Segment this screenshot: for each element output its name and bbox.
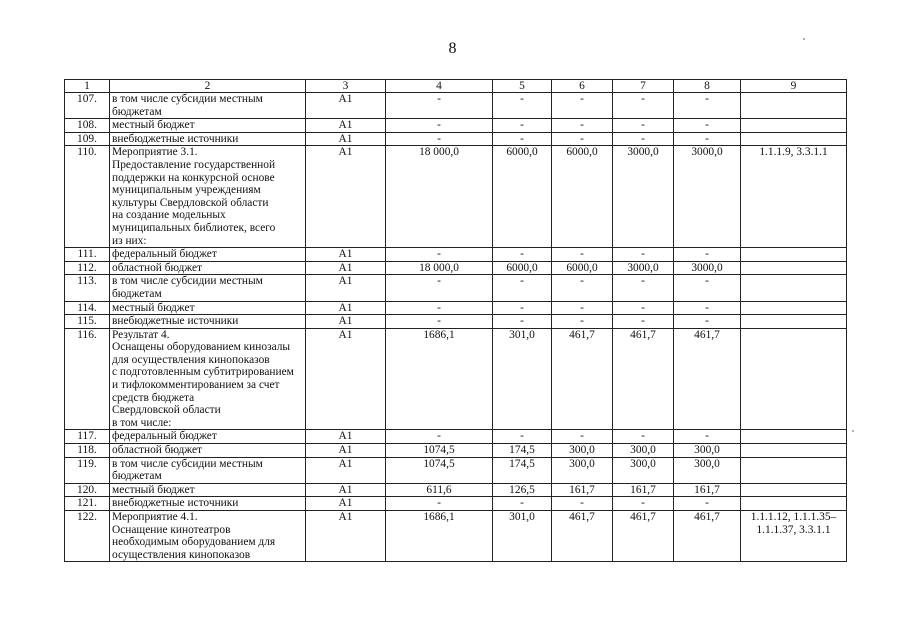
- row-name-line: внебюджетные источники: [112, 497, 239, 510]
- value-cell-v5: 6000,0: [493, 146, 552, 248]
- row-name-line: для осуществления кинопоказов: [112, 353, 270, 366]
- row-name-line: осуществления кинопоказов: [112, 548, 251, 561]
- table-row: [65, 497, 847, 511]
- value-cell-v7: -: [613, 315, 674, 329]
- value-cell-v5: 6000,0: [493, 261, 552, 275]
- value-cell-v5: -: [493, 248, 552, 262]
- value-cell-v6: -: [552, 275, 613, 301]
- row-name-line: Оснащены оборудованием кинозалы: [112, 341, 291, 354]
- value-cell-v4: 18 000,0: [386, 146, 493, 248]
- row-name: [110, 261, 306, 275]
- value-cell-v6: 461,7: [552, 328, 613, 430]
- value-cell-v8: 300,0: [674, 457, 741, 483]
- row-name-line: местный бюджет: [112, 483, 195, 496]
- row-number: 122.: [65, 511, 110, 562]
- header-cell: 7: [613, 80, 674, 93]
- row-name-line: необходимым оборудованием для: [112, 536, 276, 549]
- value-cell-v8: -: [674, 119, 741, 133]
- row-name-line: Результат 4.: [112, 328, 170, 341]
- value-cell-v6: 6000,0: [552, 146, 613, 248]
- value-cell-v7: 461,7: [613, 511, 674, 562]
- table-row: [65, 119, 847, 133]
- value-cell-v8: 3000,0: [674, 146, 741, 248]
- value-cell-v4: 1686,1: [386, 328, 493, 430]
- table-row: [65, 275, 847, 301]
- value-cell-v5: 174,5: [493, 444, 552, 458]
- row-target-line: 1.1.1.37, 3.3.1.1: [756, 523, 831, 536]
- row-name-line: Мероприятие 4.1.: [112, 511, 198, 523]
- row-target-indicators: [741, 119, 847, 133]
- value-cell-v6: -: [552, 248, 613, 262]
- value-cell-v6: 161,7: [552, 483, 613, 497]
- table-row: [65, 483, 847, 497]
- row-code: А1: [306, 301, 386, 315]
- row-name: [110, 497, 306, 511]
- value-cell-v4: -: [386, 430, 493, 444]
- value-cell-v7: -: [613, 301, 674, 315]
- row-code: А1: [306, 430, 386, 444]
- row-number: 116.: [65, 328, 110, 430]
- value-cell-v4: -: [386, 275, 493, 301]
- row-name: [110, 132, 306, 146]
- row-name: [110, 430, 306, 444]
- row-code: А1: [306, 132, 386, 146]
- row-target-indicators: [741, 430, 847, 444]
- value-cell-v6: 300,0: [552, 457, 613, 483]
- value-cell-v4: -: [386, 248, 493, 262]
- table-row: [65, 328, 847, 430]
- row-name-line: Предоставление государственной: [112, 158, 276, 171]
- row-name: [110, 248, 306, 262]
- row-target-indicators: [741, 301, 847, 315]
- row-name-line: областной бюджет: [112, 444, 202, 457]
- value-cell-v4: 611,6: [386, 483, 493, 497]
- value-cell-v6: -: [552, 301, 613, 315]
- table-row: [65, 315, 847, 329]
- row-name-line: муниципальным учреждениям: [112, 184, 261, 197]
- row-target-indicators: [741, 132, 847, 146]
- row-code: А1: [306, 248, 386, 262]
- row-name-line: в том числе субсидии местным: [112, 93, 263, 105]
- value-cell-v5: -: [493, 93, 552, 119]
- value-cell-v8: -: [674, 93, 741, 119]
- value-cell-v7: 461,7: [613, 328, 674, 430]
- scan-speck: [803, 38, 805, 40]
- row-target-indicators: [741, 511, 847, 562]
- table-row: [65, 132, 847, 146]
- value-cell-v7: -: [613, 430, 674, 444]
- row-number: 120.: [65, 483, 110, 497]
- table-row: [65, 146, 847, 248]
- row-code: А1: [306, 275, 386, 301]
- value-cell-v8: -: [674, 248, 741, 262]
- value-cell-v8: 461,7: [674, 511, 741, 562]
- row-code: А1: [306, 483, 386, 497]
- row-name-line: и тифлокомментированием за счет: [112, 379, 280, 392]
- value-cell-v5: -: [493, 275, 552, 301]
- row-name-line: Мероприятие 3.1.: [112, 146, 198, 159]
- row-name: [110, 301, 306, 315]
- header-cell: 2: [110, 80, 306, 93]
- row-target-line: 1.1.1.9, 3.3.1.1: [759, 146, 828, 159]
- row-name-line: в том числе:: [112, 416, 172, 429]
- value-cell-v6: 6000,0: [552, 261, 613, 275]
- value-cell-v4: 18 000,0: [386, 261, 493, 275]
- row-name: [110, 483, 306, 497]
- row-number: 113.: [65, 275, 110, 301]
- row-name: [110, 315, 306, 329]
- value-cell-v7: 300,0: [613, 457, 674, 483]
- value-cell-v5: -: [493, 301, 552, 315]
- row-name-line: Свердловской области: [112, 404, 221, 417]
- value-cell-v7: -: [613, 93, 674, 119]
- row-code: А1: [306, 315, 386, 329]
- value-cell-v8: 461,7: [674, 328, 741, 430]
- row-name: [110, 511, 306, 562]
- value-cell-v7: 300,0: [613, 444, 674, 458]
- row-name-line: из них:: [112, 234, 147, 247]
- value-cell-v7: -: [613, 132, 674, 146]
- row-number: 114.: [65, 301, 110, 315]
- value-cell-v5: -: [493, 315, 552, 329]
- row-target-indicators: [741, 261, 847, 275]
- row-name: [110, 93, 306, 119]
- row-name-line: в том числе субсидии местным: [112, 457, 263, 470]
- header-cell: 8: [674, 80, 741, 93]
- value-cell-v7: -: [613, 248, 674, 262]
- row-name: [110, 119, 306, 133]
- table-row: [65, 511, 847, 562]
- row-target-indicators: [741, 93, 847, 119]
- value-cell-v8: 300,0: [674, 444, 741, 458]
- row-name-line: культуры Свердловской области: [112, 196, 269, 209]
- row-name: [110, 328, 306, 430]
- value-cell-v5: -: [493, 497, 552, 511]
- value-cell-v4: -: [386, 119, 493, 133]
- value-cell-v5: -: [493, 132, 552, 146]
- table-row: [65, 248, 847, 262]
- value-cell-v4: 1686,1: [386, 511, 493, 562]
- value-cell-v6: -: [552, 119, 613, 133]
- value-cell-v8: -: [674, 315, 741, 329]
- scan-speck: [852, 430, 854, 432]
- row-number: 115.: [65, 315, 110, 329]
- row-code: А1: [306, 511, 386, 562]
- row-code: А1: [306, 328, 386, 430]
- row-name-line: федеральный бюджет: [112, 248, 217, 261]
- value-cell-v7: 161,7: [613, 483, 674, 497]
- row-name-line: областной бюджет: [112, 261, 202, 274]
- row-number: 108.: [65, 119, 110, 133]
- value-cell-v6: -: [552, 132, 613, 146]
- row-name-line: местный бюджет: [112, 119, 195, 132]
- value-cell-v4: -: [386, 132, 493, 146]
- row-name: [110, 457, 306, 483]
- row-code: А1: [306, 444, 386, 458]
- value-cell-v8: 161,7: [674, 483, 741, 497]
- value-cell-v6: -: [552, 497, 613, 511]
- row-name-line: бюджетам: [112, 470, 162, 483]
- value-cell-v6: -: [552, 93, 613, 119]
- row-number: 109.: [65, 132, 110, 146]
- row-number: 121.: [65, 497, 110, 511]
- row-number: 119.: [65, 457, 110, 483]
- row-code: А1: [306, 146, 386, 248]
- row-name-line: средств бюджета: [112, 391, 195, 404]
- header-cell: 6: [552, 80, 613, 93]
- row-target-indicators: [741, 275, 847, 301]
- row-target-indicators: [741, 248, 847, 262]
- value-cell-v5: 174,5: [493, 457, 552, 483]
- row-name-line: бюджетам: [112, 287, 162, 300]
- row-code: А1: [306, 119, 386, 133]
- value-cell-v8: -: [674, 497, 741, 511]
- row-code: А1: [306, 93, 386, 119]
- table-row: [65, 430, 847, 444]
- header-cell: 1: [65, 80, 110, 93]
- value-cell-v4: 1074,5: [386, 457, 493, 483]
- value-cell-v5: -: [493, 430, 552, 444]
- row-name-line: внебюджетные источники: [112, 132, 239, 145]
- header-cell: 5: [493, 80, 552, 93]
- page-number: 8: [448, 40, 457, 57]
- row-name-line: федеральный бюджет: [112, 430, 217, 443]
- row-target-indicators: [741, 457, 847, 483]
- value-cell-v6: -: [552, 430, 613, 444]
- row-name: [110, 275, 306, 301]
- row-number: 107.: [65, 93, 110, 119]
- value-cell-v6: -: [552, 315, 613, 329]
- table-row: [65, 261, 847, 275]
- value-cell-v7: -: [613, 275, 674, 301]
- row-code: А1: [306, 457, 386, 483]
- table-row: [65, 457, 847, 483]
- row-number: 117.: [65, 430, 110, 444]
- row-name: [110, 146, 306, 248]
- row-target-indicators: [741, 328, 847, 430]
- header-cell: 4: [386, 80, 493, 93]
- value-cell-v8: -: [674, 132, 741, 146]
- value-cell-v8: -: [674, 430, 741, 444]
- row-name-line: местный бюджет: [112, 301, 195, 314]
- row-name: [110, 444, 306, 458]
- row-target-indicators: [741, 444, 847, 458]
- value-cell-v4: -: [386, 497, 493, 511]
- row-name-line: муниципальных библиотек, всего: [112, 221, 276, 234]
- header-cell: 3: [306, 80, 386, 93]
- row-name-line: внебюджетные источники: [112, 315, 239, 328]
- value-cell-v7: 3000,0: [613, 261, 674, 275]
- row-target-indicators: [741, 146, 847, 248]
- value-cell-v5: 301,0: [493, 328, 552, 430]
- value-cell-v5: 126,5: [493, 483, 552, 497]
- value-cell-v4: -: [386, 93, 493, 119]
- value-cell-v8: 3000,0: [674, 261, 741, 275]
- value-cell-v4: 1074,5: [386, 444, 493, 458]
- value-cell-v7: -: [613, 497, 674, 511]
- row-name-line: поддержки на конкурсной основе: [112, 171, 275, 184]
- row-number: 111.: [65, 248, 110, 262]
- value-cell-v7: -: [613, 119, 674, 133]
- row-number: 118.: [65, 444, 110, 458]
- value-cell-v5: 301,0: [493, 511, 552, 562]
- row-target-indicators: [741, 497, 847, 511]
- row-number: 112.: [65, 261, 110, 275]
- row-name-line: Оснащение кинотеатров: [112, 523, 231, 536]
- row-code: А1: [306, 261, 386, 275]
- table-header-row: [65, 80, 847, 93]
- value-cell-v6: 461,7: [552, 511, 613, 562]
- row-name-line: в том числе субсидии местным: [112, 275, 263, 288]
- table-row: [65, 301, 847, 315]
- row-name-line: с подготовленным субтитрированием: [112, 366, 294, 379]
- row-target-line: 1.1.1.12, 1.1.1.35–: [750, 511, 837, 523]
- row-number: 110.: [65, 146, 110, 248]
- row-target-indicators: [741, 315, 847, 329]
- row-name-line: на создание модельных: [112, 209, 226, 222]
- value-cell-v8: -: [674, 275, 741, 301]
- value-cell-v5: -: [493, 119, 552, 133]
- value-cell-v8: -: [674, 301, 741, 315]
- value-cell-v4: -: [386, 301, 493, 315]
- value-cell-v6: 300,0: [552, 444, 613, 458]
- row-code: А1: [306, 497, 386, 511]
- table-row: [65, 93, 847, 119]
- value-cell-v4: -: [386, 315, 493, 329]
- table-row: [65, 444, 847, 458]
- value-cell-v7: 3000,0: [613, 146, 674, 248]
- row-target-indicators: [741, 483, 847, 497]
- header-cell: 9: [741, 80, 847, 93]
- row-name-line: бюджетам: [112, 105, 162, 118]
- budget-table: [64, 79, 847, 562]
